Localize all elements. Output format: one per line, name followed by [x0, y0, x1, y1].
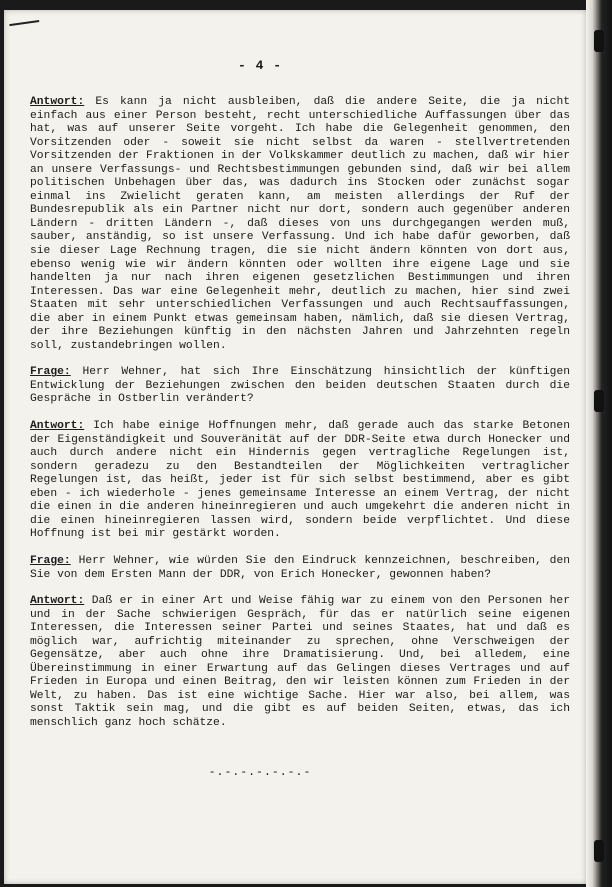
- answer-text: Ich habe einige Hoffnungen mehr, daß gerade auch das starke Betonen der Eigenständigkeit und Souveränität auf der DDR-Seite etwa durch Honecker und auch durch andere nicht ein Hindernis gegen vertragliche Regelungen ist, sondern geradezu zu den Bestandteilen der Möglichkeiten vertraglicher Regelungen ist, das heißt, jeder ist für sich selbst bestimmend, aber es gibt eben - ich wiederhole - jenes gemeinsame Interesse an einem Vertrag, der nicht die einen in die anderen hineinregieren und auch umgekehrt die anderen nicht in die einen hineinregieren lassen wird, sondern beide verpflichtet. Und diese Hoffnung ist bei mir gestärkt worden.: [30, 420, 570, 541]
- answer-text: Es kann ja nicht ausbleiben, daß die andere Seite, die ja nicht einfach aus einer Person besteht, recht unterschiedliche Auffassungen über das hat, was auf unserer Seite vorgeht. Ich habe die Gelegenheit genommen, den Vorsitzenden oder - soweit sie nicht selbst da waren - stellvertretenden Vorsitzenden der Fraktionen in der Volkskammer deutlich zu machen, daß wir hier an unsere Verfassungs- und Rechtsbestimmungen gebunden sind, daß wir bei allem politischen Unbehagen über das, was dadurch ins Stocken oder zunächst sogar einmal ins Zwielicht geraten kann, am meisten allerdings der Ruf der Bundesrepublik als ein Partner nicht nur dort, sondern auch gegenüber anderen Ländern - dritten Ländern -, daß dieses von uns durchgegangen werden muß, sauber, anständig, so ist unsere Verfassung. Und ich habe dafür geworben, daß sie dieser Lage Rechnung tragen, die sie nicht ändern könnten von dort aus, ebenso wenig wie wir ändern könnten oder wollten ihre eigene Lage und sie handelten ja nur nach ihren eigenen gesetzlichen Bestimmungen und ihren Interessen. Das war eine Gelegenheit mehr, deutlich zu machen, hier sind zwei Staaten mit sehr unterschiedlichen Verfassungen und auch Rechtsauffassungen, die aber in einem Punkt etwas gemeinsam haben, nämlich, daß sie diesen Vertrag, der ihre Beziehungen künftig in den nächsten Jahren und Jahrzehnten regeln soll, zustandebringen wollen.: [30, 96, 571, 352]
- end-mark: -.-.-.-.-.-.-: [208, 766, 312, 779]
- speaker-label: Frage:: [30, 554, 71, 567]
- page-number: - 4 -: [237, 58, 282, 73]
- answer-block: [30, 96, 570, 353]
- interview-transcript: [30, 96, 570, 744]
- binder-hole: [594, 390, 604, 412]
- question-text: Herr Wehner, hat sich Ihre Einschätzung hinsichtlich der künftigen Entwicklung der Beziehungen zwischen den beiden deutschen Staaten durch die Gespräche in Ostberlin verändert?: [30, 366, 570, 406]
- answer-text: Daß er in einer Art und Weise fähig war zu einem von den Personen her und in der Sache schwierigen Gespräch, für das er natürlich seine eigenen Interessen, die Interessen seiner Partei und seines Staates, hat und daß es möglich war, aufrichtig miteinander zu sprechen, ohne Verschweigen der Gegensätze, aber auch ohne ihre Dramatisierung. Und, bei alledem, eine Übereinstimmung in einer Erwartung auf das Gelingen dieses Vertrages und auf Frieden in Europa und einen Beitrag, den wir leisten können zum Frieden in der Welt, zu haben. Das ist eine wichtige Sache. Hier war also, bei allem, was sonst Taktik sein mag, und die gibt es auf beiden Seiten, etwas, das ich menschlich ganz hoch schätze.: [30, 595, 570, 729]
- speaker-label: Antwort:: [30, 420, 85, 433]
- speaker-label: Antwort:: [30, 595, 85, 608]
- question-block: [30, 555, 570, 582]
- scanned-page-edge: [586, 0, 612, 887]
- answer-block: [30, 595, 570, 730]
- speaker-label: Antwort:: [30, 96, 85, 108]
- answer-block: [30, 420, 570, 542]
- binder-hole: [594, 840, 604, 862]
- question-block: [30, 366, 570, 407]
- speaker-label: Frage:: [30, 366, 71, 379]
- question-text: Herr Wehner, wie würden Sie den Eindruck kennzeichnen, beschreiben, den Sie von dem Ersten Mann der DDR, von Erich Honecker, gewonnen haben?: [30, 554, 571, 581]
- binder-hole: [594, 30, 604, 52]
